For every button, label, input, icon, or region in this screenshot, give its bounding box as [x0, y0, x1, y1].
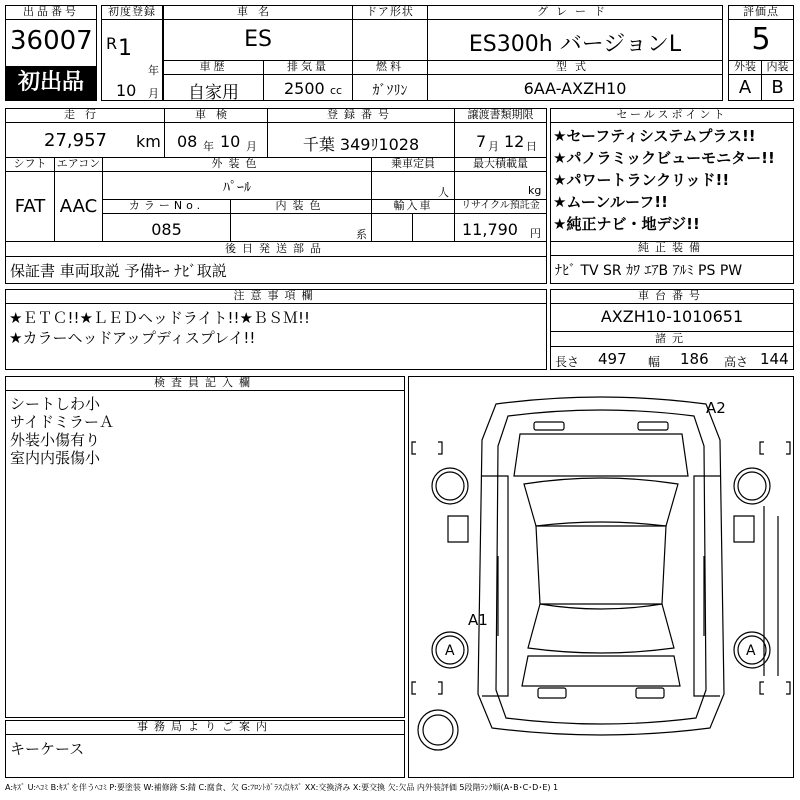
- int-grade-label: 内装: [761, 60, 794, 75]
- inspection-month-unit: 月: [246, 140, 257, 153]
- height: 144: [760, 350, 789, 368]
- inspector-line: サイドミラーＡ: [10, 413, 114, 431]
- displacement: 2500: [284, 79, 325, 98]
- car-diagram: [408, 376, 794, 778]
- transfer-label: 譲渡書類期限: [454, 108, 547, 123]
- mileage: 27,957: [44, 130, 107, 151]
- later-parts-label: 後日発送部品: [5, 242, 547, 257]
- inspection-year: 08: [177, 132, 198, 151]
- capacity-label: 乗車定員: [371, 157, 455, 172]
- first-reg-month: 10: [116, 81, 137, 100]
- office-text: キーケース: [10, 740, 85, 758]
- recycle-label: リサイクル預託金: [454, 199, 547, 214]
- inspector-label: 検査員記入欄: [5, 376, 405, 391]
- notes-lines: [9, 308, 310, 348]
- sales-point: ★ムーンルーフ!!: [553, 193, 668, 211]
- first-reg-month-unit: 月: [148, 87, 159, 100]
- mileage-label: 走行: [5, 108, 165, 123]
- note-line: ★ＥＴＣ!!★ＬＥＤヘッドライト!!★ＢＳＭ!!: [9, 309, 310, 327]
- damage-mark-a1: A1: [468, 611, 488, 629]
- later-parts: 保証書 車両取説 予備ｷｰ ﾅﾋﾞ取説: [10, 262, 227, 280]
- import-label: 輸入車: [371, 199, 455, 214]
- inspector-line: シートしわ小: [10, 395, 101, 413]
- history: 自家用: [188, 83, 239, 103]
- lot-number: 36007: [10, 26, 93, 56]
- spec-label: 諸元: [550, 331, 794, 347]
- transfer-month-unit: 月: [488, 140, 499, 153]
- shift: FAT: [14, 196, 46, 217]
- legend: A:ｷｽﾞ U:ﾍｺﾐ B:ｷｽﾞを伴うﾍｺﾐ P:要塗装 W:補修跡 S:錆 C:腐食、欠 G:ﾌﾛﾝﾄｶﾞﾗｽ点ｷｽﾞ XX:交換済み X:要交換 欠:欠品 内外装評価 5段階ﾗﾝｸ順(A･B･C･D･E) 1: [5, 783, 559, 792]
- reg-no: 千葉 349ﾘ1028: [302, 135, 420, 154]
- import-divider: [412, 213, 413, 242]
- inspector-line: 外装小傷有り: [10, 431, 101, 449]
- first-reg-year-unit: 年: [148, 64, 159, 77]
- capacity-unit: 人: [438, 186, 449, 199]
- color-label: 外装色: [102, 157, 372, 172]
- first-listing-badge: 初出品: [6, 66, 96, 100]
- inspection-year-unit: 年: [203, 140, 214, 153]
- equip-label: 純正装備: [550, 241, 794, 256]
- equip: ﾅﾋﾞ TV SR ｶﾜ ｴｱB ｱﾙﾐ PS PW: [555, 263, 743, 279]
- int-color-label: 内装色: [230, 199, 372, 214]
- model-label: 型式: [427, 60, 723, 75]
- fuel-label: 燃料: [352, 60, 428, 75]
- color: ﾊﾟｰﾙ: [223, 180, 251, 196]
- first-reg-era: R: [106, 34, 118, 53]
- inspection-label: 車検: [164, 108, 268, 123]
- first-reg-year: 1: [118, 36, 132, 61]
- transfer-day: 12: [504, 132, 525, 151]
- first-reg-label: 初度登録: [101, 5, 163, 20]
- ac: AAC: [59, 196, 98, 217]
- history-label: 車歴: [163, 60, 264, 75]
- sales-label: セールスポイント: [550, 108, 794, 123]
- inspector-line: 室内内張傷小: [10, 449, 101, 467]
- car-name-label: 車名: [163, 5, 353, 20]
- int-color-unit: 系: [356, 228, 367, 241]
- sales-point: ★セーフティシステムプラス!!: [553, 127, 756, 145]
- sales-point: ★パワートランクリッド!!: [553, 171, 730, 189]
- displacement-unit: cc: [330, 84, 343, 97]
- recycle-unit: 円: [530, 227, 541, 240]
- transfer-month: 7: [476, 132, 487, 151]
- reg-no-label: 登録番号: [267, 108, 455, 123]
- inspector-lines: [10, 395, 114, 467]
- sales-points: [553, 125, 775, 235]
- load-unit: kg: [528, 184, 542, 197]
- width: 186: [680, 350, 709, 368]
- height-label: 高さ: [724, 355, 749, 369]
- lot-number-label: 出品番号: [5, 5, 97, 20]
- mileage-unit: km: [136, 132, 161, 151]
- int-grade: B: [771, 77, 784, 98]
- inspection-month: 10: [220, 132, 241, 151]
- model: 6AA-AXZH10: [523, 79, 627, 98]
- notes-label: 注意事項欄: [5, 289, 547, 304]
- score: 5: [751, 22, 771, 57]
- fuel: ｶﾞｿﾘﾝ: [372, 83, 408, 99]
- note-line: ★カラーヘッドアップディスプレイ!!: [9, 329, 256, 347]
- color-no-label: カラーNo.: [102, 199, 231, 214]
- color-no: 085: [151, 220, 182, 239]
- length: 497: [598, 350, 627, 368]
- recycle: 11,790: [462, 220, 518, 239]
- sales-point: ★純正ナビ・地デジ!!: [553, 215, 700, 233]
- grade: ES300h バージョンL: [468, 32, 682, 57]
- ext-grade: A: [738, 77, 752, 98]
- load-label: 最大積載量: [454, 157, 547, 172]
- ac-label: エアコン: [54, 157, 103, 172]
- width-label: 幅: [648, 355, 661, 369]
- damage-mark-a2: A2: [706, 399, 726, 417]
- transfer-day-unit: 日: [526, 140, 537, 153]
- length-label: 長さ: [555, 355, 580, 369]
- displacement-label: 排気量: [263, 60, 353, 75]
- chassis-number: AXZH10-1010651: [600, 307, 744, 326]
- ext-grade-label: 外装: [728, 60, 762, 75]
- grade-label: グレード: [427, 5, 723, 20]
- door-label: ドア形状: [352, 5, 428, 20]
- chassis-label: 車台番号: [550, 289, 794, 304]
- car-name: ES: [244, 27, 272, 52]
- sales-point: ★パノラミックビューモニター!!: [553, 149, 775, 167]
- damage-mark-wheel-right: A: [746, 643, 756, 659]
- damage-mark-wheel-left: A: [445, 643, 455, 659]
- office-label: 事務局よりご案内: [5, 720, 405, 735]
- shift-label: シフト: [5, 157, 55, 172]
- score-label: 評価点: [728, 5, 794, 20]
